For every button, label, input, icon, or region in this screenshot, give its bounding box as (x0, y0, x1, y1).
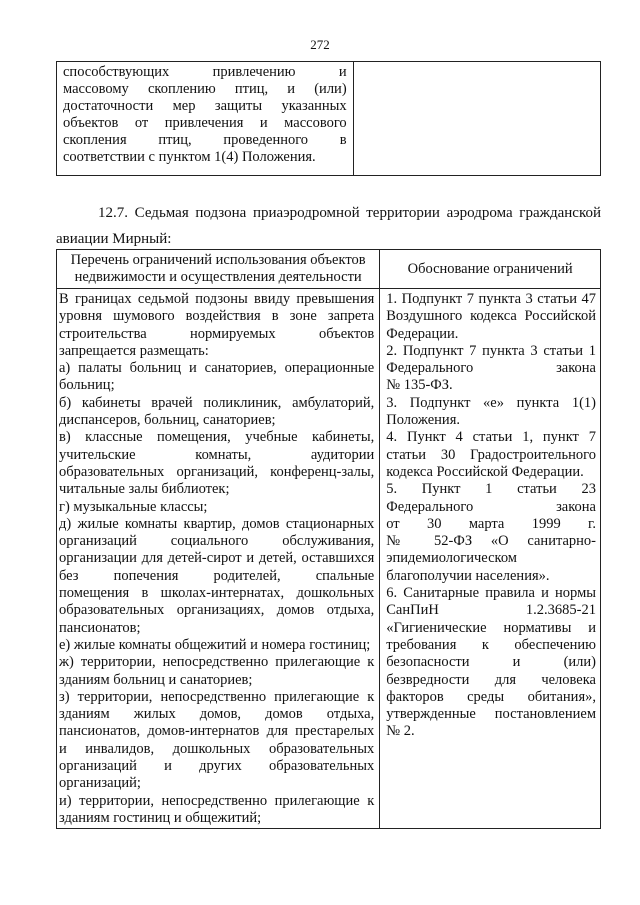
text-line: В границах седьмой подзоны ввиду превышения (59, 291, 375, 307)
text-line: учительские комнаты, аудитории (59, 446, 375, 463)
text-line: требования к обеспечению (386, 636, 596, 653)
text-line: уровня шумового воздействия в зоне запрета (59, 308, 375, 325)
continued-restriction-cell (57, 62, 354, 176)
text-line: № 2. (386, 723, 415, 740)
text-line: 3. Подпункт «е» пункта 1(1) (386, 394, 596, 411)
text-line: без попечения родителей, спальные (59, 567, 375, 584)
text-line: безвредности для человека (386, 671, 596, 688)
header-line: Перечень ограничений использования объектов (70, 252, 366, 268)
text-line: Федерального закона (386, 360, 596, 377)
text-line: е) жилые комнаты общежитий и номера гостиниц; (59, 636, 371, 653)
page-number: 272 (310, 37, 330, 52)
text-line: запрещается размещать: (59, 342, 209, 359)
text-line: организаций социального обслуживания, (59, 533, 375, 550)
text-line: благополучии населения». (386, 567, 550, 584)
text-line: пансионатов, домов-интернатов для престарелых (59, 723, 375, 740)
text-line: зданиям жилых домов, домов отдыха, (59, 706, 375, 723)
text-line: помещения в школах-интернатах, дошкольных (59, 585, 375, 602)
text-line: Воздушного кодекса Российской (386, 308, 596, 325)
text-line: д) жилые комнаты квартир, домов стационарных (59, 515, 375, 532)
text-line: и) территории, непосредственно прилегающие к (59, 792, 375, 809)
text-line: достаточности мер защиты указанных (63, 98, 347, 114)
text-line: б) кабинеты врачей поликлиник, амбулаторий, (59, 394, 375, 411)
text-line: г) музыкальные классы; (59, 498, 208, 515)
text-line: больниц; (59, 377, 115, 394)
text-line: диспансеров, больниц, санаториев; (59, 412, 276, 429)
text-line: з) территории, непосредственно прилегающие к (59, 688, 375, 705)
text-line: СанПиН 1.2.3685-21 (386, 602, 596, 619)
text-line: организации для детей-сирот и детей, оставшихся (59, 550, 375, 567)
continued-justification-cell (353, 62, 600, 176)
text-line: строительства нормируемых объектов (59, 325, 375, 342)
text-line: Положения. (386, 412, 460, 429)
text-line: безопасности и (или) (386, 654, 596, 671)
justification-cell (380, 289, 601, 829)
text-line: 6. Санитарные правила и нормы (386, 585, 596, 602)
text-line: 4. Пункт 4 статьи 1, пункт 7 (386, 429, 596, 446)
text-line: читальные залы библиотек; (59, 481, 230, 498)
text-line: организаций; (59, 775, 141, 792)
text-line: и инвалидов, дошкольных образовательных (59, 740, 375, 757)
continued-restriction-text (57, 62, 353, 169)
text-line: массовому скоплению птиц, и (или) (63, 81, 347, 97)
text-line: № 135-ФЗ. (386, 377, 453, 394)
text-line: зданиям больниц и санаториев; (59, 671, 253, 688)
restrictions-table (56, 249, 601, 829)
justification-text (380, 289, 600, 742)
text-line: Федерации. (386, 325, 459, 342)
text-line: 5. Пункт 1 статьи 23 (386, 481, 596, 498)
text-line: а) палаты больниц и санаториев, операционные (59, 360, 375, 377)
text-line: способствующих привлечению и (63, 64, 347, 80)
text-line: соответствии с пунктом 1(4) Положения. (63, 149, 316, 165)
text-line: Федерального закона (386, 498, 596, 515)
restrictions-cell (57, 289, 380, 829)
text-line: статьи 30 Градостроительного (386, 446, 596, 463)
header-restrictions (57, 250, 380, 289)
continued-table (56, 61, 601, 176)
text-line: в) классные помещения, учебные кабинеты, (59, 429, 375, 446)
text-line: организаций и других образовательных (59, 758, 375, 775)
text-line: от 30 марта 1999 г. (386, 515, 596, 532)
section-heading (56, 200, 601, 252)
header-justification: Обоснование ограничений (380, 250, 601, 289)
text-line: ж) территории, непосредственно прилегающие к (59, 654, 375, 671)
restrictions-text (57, 289, 379, 828)
text-line: образовательных организациях, домов отдыха, (59, 602, 375, 619)
text-line: скопления птиц, проведенного в (63, 132, 347, 148)
text-line: 1. Подпункт 7 пункта 3 статьи 47 (386, 291, 596, 307)
text-line: объектов от привлечения и массового (63, 115, 347, 131)
section-heading-line: 12.7. Седьмая подзона приаэродромной территории аэродрома гражданской (98, 205, 601, 221)
header-line: недвижимости и осуществления деятельности (74, 269, 362, 285)
text-line: кодекса Российской Федерации. (386, 463, 584, 480)
text-line: зданиям гостиниц и общежитий; (59, 809, 262, 826)
text-line: утвержденные постановлением (386, 706, 596, 723)
text-line: № 52-ФЗ «О санитарно- (386, 533, 596, 550)
text-line: пансионатов; (59, 619, 141, 636)
text-line: эпидемиологическом (386, 550, 517, 567)
text-line: «Гигиенические нормативы и (386, 619, 596, 636)
text-line: образовательных организаций, конференц-залы, (59, 463, 375, 480)
text-line: факторов среды обитания», (386, 688, 596, 705)
text-line: 2. Подпункт 7 пункта 3 статьи 1 (386, 342, 596, 359)
section-heading-line: авиации Мирный: (56, 231, 172, 247)
